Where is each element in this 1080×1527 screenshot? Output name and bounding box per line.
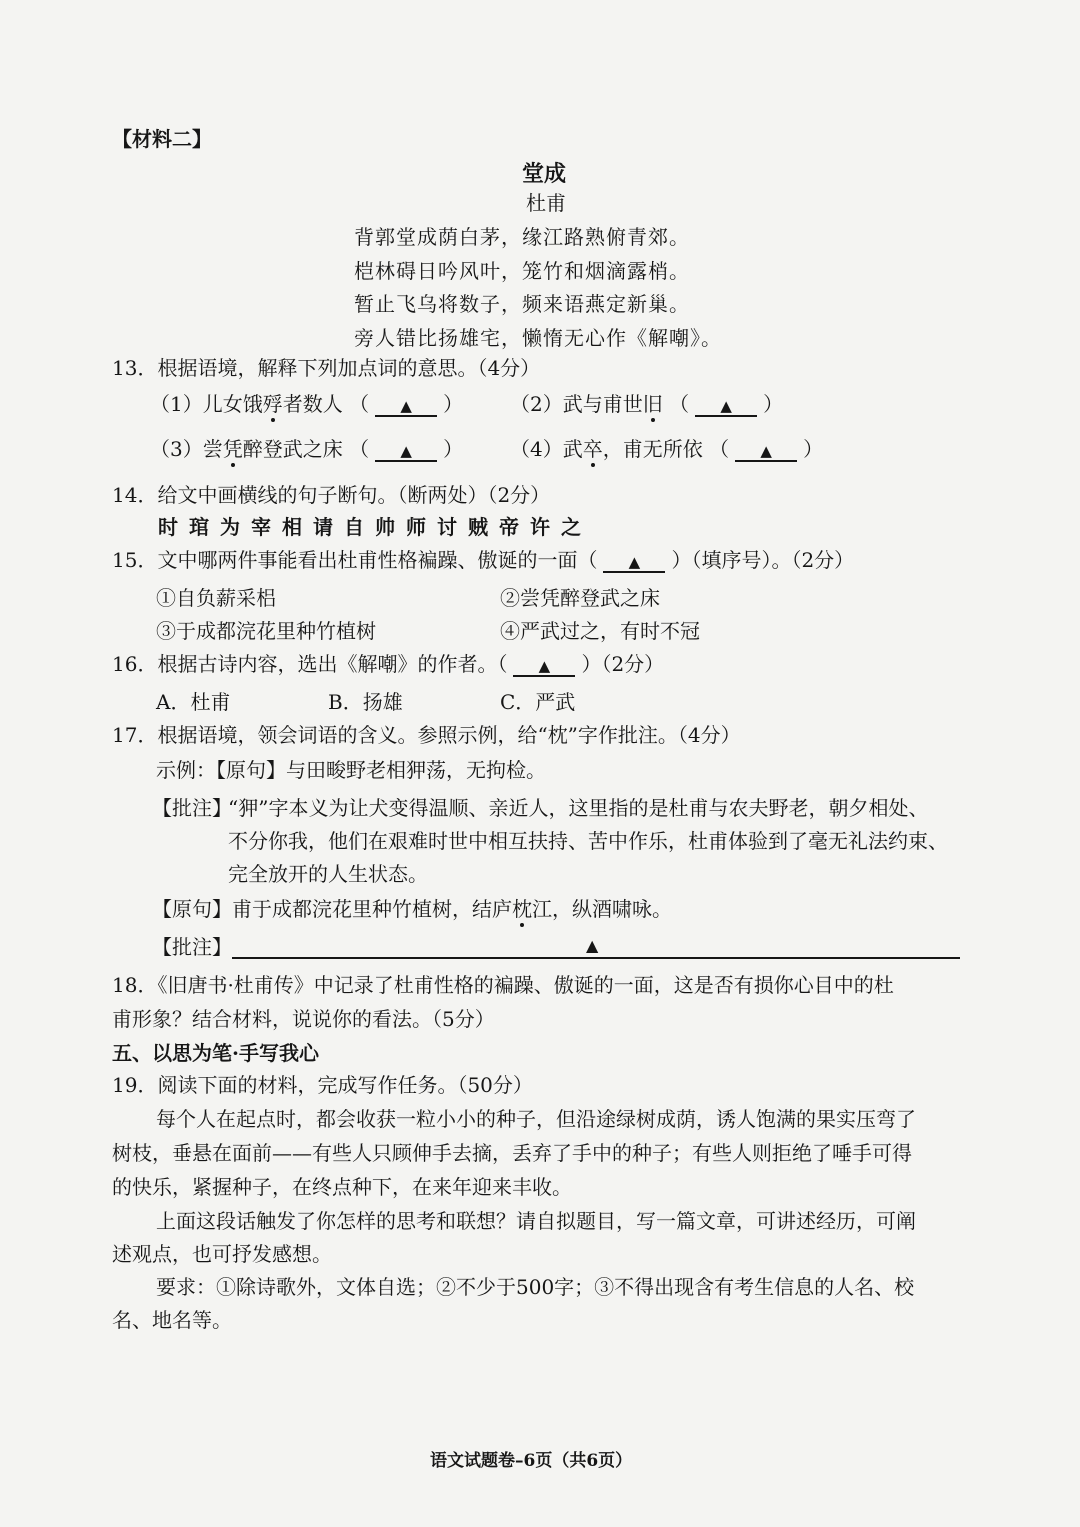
q15-stem: 15．文中哪两件事能看出杜甫性格褊躁、傲诞的一面（ ▲ ）（填序号）。（2分） — [112, 548, 855, 572]
q15-option: ②尝凭醉登武之床 — [500, 586, 660, 610]
q19-para-line: 的快乐，紧握种子，在终点种下，在来年迎来丰收。 — [112, 1175, 572, 1199]
q19-para-line: 树枝，垂悬在面前——有些人只顾伸手去摘，丢弃了手中的种子；有些人则拒绝了唾手可得 — [112, 1141, 912, 1165]
q16-stem: 16．根据古诗内容，选出《解嘲》的作者。（ ▲ ）（2分） — [112, 652, 665, 676]
poem-title: 堂成 — [522, 161, 567, 187]
q17-annotation-line: 不分你我，他们在艰难时世中相互扶持、苦中作乐，杜甫体验到了毫无礼法约束、 — [228, 829, 948, 853]
answer-blank[interactable]: ▲ — [375, 397, 437, 417]
q17-annotation-label: 【批注】 — [152, 796, 232, 820]
q17-stem: 17．根据语境，领会词语的含义。参照示例，给“枕”字作批注。（4分） — [112, 723, 741, 747]
poem-line: 旁人错比扬雄宅，懒惰无心作《解嘲》。 — [354, 326, 722, 350]
material-label: 【材料二】 — [112, 127, 212, 151]
q19-stem: 19．阅读下面的材料，完成写作任务。（50分） — [112, 1073, 533, 1097]
q14-stem: 14．给文中画横线的句子断句。（断两处）（2分） — [112, 483, 551, 507]
answer-blank[interactable]: ▲ — [735, 442, 797, 462]
q17-answer-marker: ▲ — [586, 936, 599, 955]
q19-para-line: 每个人在起点时，都会收获一粒小小的种子，但沿途绿树成荫，诱人饱满的果实压弯了 — [156, 1107, 916, 1131]
q15-option: ①自负薪采梠 — [156, 586, 276, 610]
poem-author: 杜甫 — [526, 191, 566, 215]
q13-item-2: （2）武与甫世旧 （ ▲ ） — [510, 392, 784, 416]
q16-option: B．扬雄 — [328, 690, 403, 714]
q17-answer-line[interactable] — [232, 957, 960, 959]
q17-answer-label: 【批注】 — [152, 935, 232, 959]
q19-para-line: 名、地名等。 — [112, 1308, 232, 1332]
q13-stem: 13．根据语境，解释下列加点词的意思。（4分） — [112, 356, 541, 380]
q17-annotation-line: “狎”字本义为让犬变得温顺、亲近人，这里指的是杜甫与农夫野老，朝夕相处、 — [228, 796, 929, 820]
poem-line: 桤林碍日吟风叶，笼竹和烟滴露梢。 — [354, 259, 690, 283]
answer-blank[interactable]: ▲ — [513, 657, 575, 677]
q15-option: ④严武过之，有时不冠 — [500, 619, 700, 643]
page-footer: 语文试题卷–6页（共6页） — [430, 1451, 633, 1471]
q19-para-line: 述观点，也可抒发感想。 — [112, 1242, 332, 1266]
q16-option: C．严武 — [500, 690, 576, 714]
q18-line: 18．《旧唐书·杜甫传》中记录了杜甫性格的褊躁、傲诞的一面，这是否有损你心目中的杜 — [112, 973, 894, 997]
section-heading: 五、以思为笔·手写我心 — [112, 1041, 319, 1065]
q14-sentence: 时琯为宰相请自帅师讨贼帝许之 — [158, 515, 592, 539]
q17-annotation-line: 完全放开的人生状态。 — [228, 862, 428, 886]
q16-option: A．杜甫 — [156, 690, 231, 714]
q17-example: 示例：【原句】与田畯野老相狎荡，无拘检。 — [156, 758, 546, 782]
q17-original: 【原句】甫于成都浣花里种竹植树，结庐枕江，纵酒啸咏。 — [152, 897, 672, 921]
answer-blank[interactable]: ▲ — [375, 442, 437, 462]
q19-para-line: 上面这段话触发了你怎样的思考和联想？请自拟题目，写一篇文章，可讲述经历，可阐 — [156, 1209, 916, 1233]
poem-line: 背郭堂成荫白茅，缘江路熟俯青郊。 — [354, 225, 690, 249]
q18-line: 甫形象？结合材料，说说你的看法。（5分） — [112, 1007, 495, 1031]
answer-blank[interactable]: ▲ — [695, 397, 757, 417]
q15-option: ③于成都浣花里种竹植树 — [156, 619, 376, 643]
q13-item-3: （3）尝凭醉登武之床 （ ▲ ） — [150, 437, 464, 461]
answer-blank[interactable]: ▲ — [603, 553, 665, 573]
q13-item-1: （1）儿女饿殍者数人 （ ▲ ） — [150, 392, 464, 416]
poem-line: 暂止飞乌将数子，频来语燕定新巢。 — [354, 292, 690, 316]
q19-para-line: 要求：①除诗歌外，文体自选；②不少于500字；③不得出现含有考生信息的人名、校 — [156, 1275, 915, 1299]
q13-item-4: （4）武卒，甫无所依 （ ▲ ） — [510, 437, 824, 461]
